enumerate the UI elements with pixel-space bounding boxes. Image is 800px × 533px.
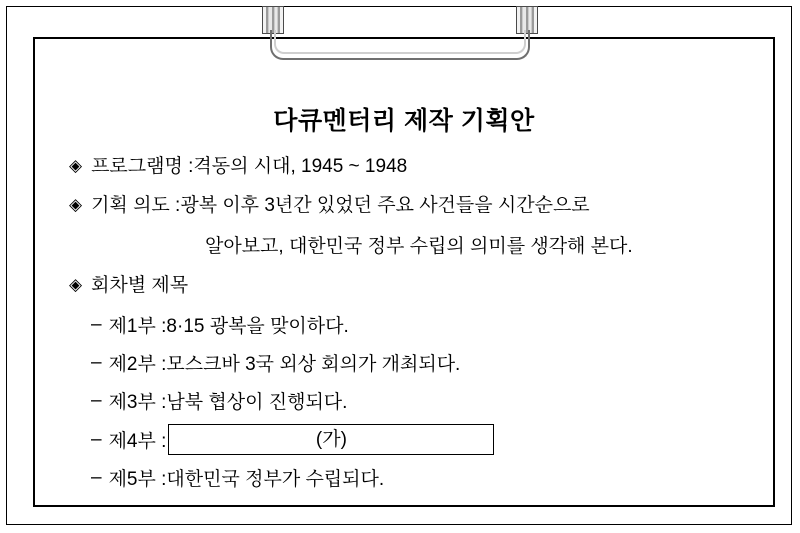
dash-icon: – [91, 428, 102, 450]
document-page [33, 37, 775, 507]
intent-label: 기획 의도 : [91, 195, 181, 216]
episode-5-label: 제5부 : [108, 469, 167, 490]
program-name-value: 격동의 시대, 1945 ~ 1948 [193, 156, 408, 177]
episode-1-text: 8·15 광복을 맞이하다. [166, 316, 349, 337]
program-name-label: 프로그램명 : [91, 156, 194, 177]
episode-1-label: 제1부 : [108, 316, 167, 337]
page-title: 다큐멘터리 제작 기획안 [273, 107, 535, 135]
list-item [91, 349, 460, 376]
bullet-intent [69, 194, 590, 218]
bullet-episode-titles [69, 274, 188, 298]
list-item [91, 464, 384, 491]
clip-bail-highlight-icon [274, 30, 526, 54]
episode-3-text: 남북 협상이 진행되다. [166, 392, 348, 413]
episode-2-label: 제2부 : [108, 354, 167, 375]
answer-blank-box: (가) [168, 424, 494, 455]
episode-3-label: 제3부 : [108, 392, 167, 413]
bullet-program-name [69, 155, 407, 179]
episode-2-text: 모스크바 3국 외상 회의가 개최되다. [166, 354, 461, 375]
dash-icon: – [91, 313, 102, 335]
episode-titles-label: 회차별 제목 [91, 275, 189, 296]
diamond-bullet-icon: ◈ [69, 275, 83, 294]
intent-continuation: 알아보고, 대한민국 정부 수립의 의미를 생각해 본다. [205, 236, 633, 257]
intent-value: 광복 이후 3년간 있었던 주요 사건들을 시간순으로 [180, 195, 590, 216]
list-item [91, 387, 347, 414]
episode-5-text: 대한민국 정부가 수립되다. [166, 469, 385, 490]
clipboard-clip [262, 6, 538, 64]
dash-icon: – [91, 351, 102, 373]
dash-icon: – [91, 389, 102, 411]
episode-4-label: 제4부 : [108, 431, 167, 452]
list-item [91, 311, 349, 338]
diamond-bullet-icon: ◈ [69, 156, 83, 175]
clipboard-frame [6, 6, 792, 525]
dash-icon: – [91, 466, 102, 488]
list-item [91, 424, 494, 455]
diamond-bullet-icon: ◈ [69, 195, 83, 214]
